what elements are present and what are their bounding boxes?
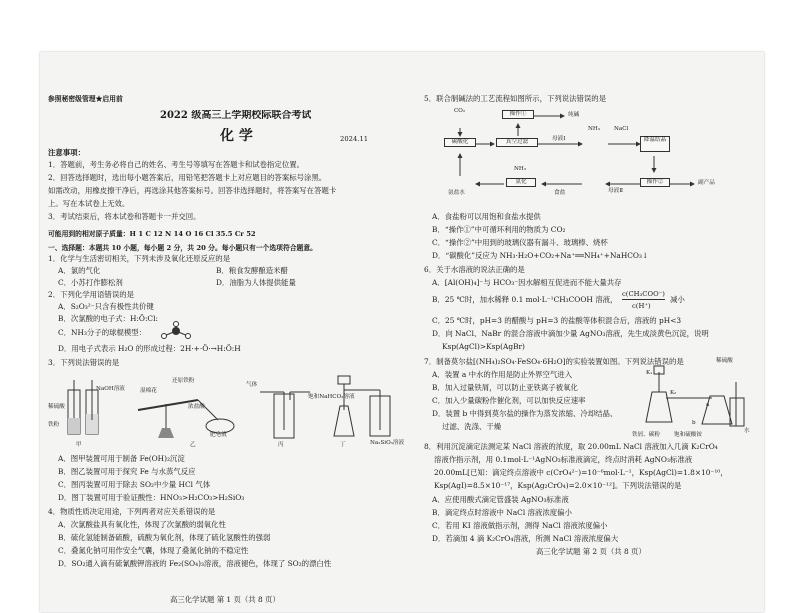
- option-c: C．25 ℃时，pH=3 的醋酸与 pH=3 的盐酸等体积混合后，溶液的 pH<3: [432, 316, 682, 325]
- exam-title: 2022 级高三上学期校际联合考试: [160, 110, 312, 121]
- exam-paper: [40, 52, 764, 612]
- option-a: A．食盐粉可以用饱和食盐水提供: [432, 212, 541, 221]
- flow-box-carbonize: 碳酸化: [444, 138, 476, 147]
- option-b: B．加入过量铁屑，可以防止亚铁离子被氧化: [432, 383, 578, 392]
- option-d: D．SO₂通入滴有硫氰酸钾溶液的 Fe₂(SO₄)₃溶液，溶液褪色，体现了 SO₂的漂白性: [58, 559, 332, 568]
- option-c: C．叠氮化钠可用作安全气囊，体现了叠氮化钠的不稳定性: [58, 546, 249, 555]
- option-b: B．滴定终点时溶液中 NaCl 溶液浓度偏小: [432, 508, 572, 517]
- nh3-ball-model-icon: [158, 322, 194, 340]
- option-a: A．装置 a 中水的作用是防止外界空气进入: [432, 370, 573, 379]
- secret-label: 参照秘密级管理★启用前: [48, 95, 123, 103]
- fig-label: 乙: [190, 442, 196, 448]
- flow-box-ammonia: 氨化: [506, 178, 536, 187]
- option-c: C．NH₃分子的球棍模型：: [58, 328, 147, 337]
- fig-label: NaOH溶液: [96, 386, 125, 392]
- option-c: C．若用 KI 溶液做指示剂，测得 NaCl 溶液浓度偏小: [432, 521, 608, 530]
- flow-box-op2: 操作②: [640, 178, 670, 187]
- option-d: D．装置 b 中得到莫尔盐的操作为蒸发浓缩、冷却结晶、: [432, 409, 618, 418]
- question-1: 1．化学与生活密切相关，下列未涉及氧化还原反应的是: [48, 254, 231, 263]
- option-b: B．25 ℃时，加水稀释 0.1 mol·L⁻¹CH₃COOH 溶液，: [432, 295, 618, 304]
- fig7-label: K₂: [670, 390, 677, 396]
- fraction-numerator: c(CH₃COO⁻): [622, 290, 665, 298]
- exam-date: 2024.11: [340, 135, 369, 143]
- flow-diagram-lines: [418, 104, 764, 208]
- flow-label: 母液Ⅰ: [552, 136, 566, 142]
- flow-label: NH₃: [588, 126, 601, 132]
- fig7-label: 水: [744, 428, 750, 434]
- option-b: B．粮食发酵酿造米醋: [216, 266, 288, 275]
- option-b-tail: 减小: [670, 295, 685, 304]
- fig-label: 铁粉: [48, 422, 60, 428]
- page-footer: 高三化学试题 第 1 页（共 8 页）: [170, 595, 280, 604]
- atomic-mass-line: 可能用到的相对原子质量：H 1 C 12 N 14 O 16 Cl 35.5 Cr 52: [48, 230, 256, 238]
- note-line: 1．答题前，考生务必将自己的姓名、考生号等填写在答题卡和试卷指定位置。: [48, 160, 304, 169]
- question-8-cont: Ksp(AgI)=8.5×10⁻¹⁷，Ksp(Ag₂CrO₄)=2.0×10⁻¹²]。下列说法错误的是: [434, 481, 682, 490]
- flow-label: 纯碱: [568, 112, 580, 118]
- page-2: [418, 52, 764, 612]
- option-a: A．应使用酸式滴定管盛装 AgNO₃标准液: [432, 495, 569, 504]
- option-a: A．次氯酸盐具有氧化性，体现了次氯酸的弱氧化性: [58, 520, 226, 529]
- option-d-cont: Ksp(AgCl)>Ksp(AgBr): [442, 342, 525, 351]
- option-a: A．S₂O₃²⁻只含有极性共价键: [58, 302, 154, 311]
- flow-label: NaCl: [614, 126, 629, 132]
- question-5: 5．联合制碱法的工艺流程如图所示，下列说法错误的是: [424, 94, 607, 103]
- notes-heading: 注意事项：: [48, 148, 85, 157]
- flow-box-filter: 真空过滤: [496, 138, 538, 147]
- question-2: 2．下列化学用语错误的是: [48, 290, 135, 299]
- option-c: C．小苏打作膨松剂: [58, 278, 123, 287]
- note-line: 2．回答选择题时，选出每小题答案后，用铅笔把答题卡上对应题目的答案标号涂黑。: [48, 173, 327, 182]
- page-footer: 高三化学试题 第 2 页（共 8 页）: [536, 547, 646, 556]
- question-8-cont: 20.00mL[已知：滴定终点溶液中 c(CrO₄²⁻)=10⁻⁶mol·L⁻¹，Ksp(AgCl)=1.8×10⁻¹⁰，: [434, 468, 728, 477]
- option-b: B．次氯酸的电子式：H:Ö:Cl:: [58, 314, 158, 323]
- option-b: B．图乙装置可用于探究 Fe 与水蒸气反应: [58, 467, 196, 476]
- question-6: 6．关于水溶液的说法正确的是: [424, 265, 525, 274]
- fig7-label: 稀硫酸: [716, 358, 733, 364]
- fig-label: 饱和NaHCO₃溶液: [308, 394, 355, 400]
- option-d: D．油脂为人体提供能量: [216, 278, 296, 287]
- flow-label: CO₂: [454, 108, 466, 114]
- fig7-label: b: [692, 420, 696, 426]
- note-line: 3．考试结束后，将本试卷和答题卡一并交回。: [48, 212, 201, 221]
- option-b: B．硫化氢能制备硫酸，硫酸为氧化剂，体现了硫化氢酸性的强弱: [58, 533, 271, 542]
- fig7-label: K₁: [646, 370, 653, 376]
- option-c: C．图丙装置可用于除去 SO₂中少量 HCl 气体: [58, 480, 211, 489]
- question-7: 7．制备莫尔盐[(NH₄)₂SO₄·FeSO₄·6H₂O]的实验装置如图。下列说法错误的是: [424, 357, 684, 366]
- flow-label: 氨盐水: [448, 190, 465, 196]
- fig7-label: a: [706, 402, 710, 408]
- question-3: 3．下列说法错误的是: [48, 358, 120, 367]
- fig-label: 湿棉花: [140, 388, 157, 394]
- section-heading: 一、选择题：本题共 10 小题，每小题 2 分，共 20 分。每小题只有一个选项符合题意。: [48, 244, 317, 252]
- subject-title: 化 学: [220, 128, 253, 144]
- option-c: C．“操作②”中用到的玻璃仪器有漏斗、玻璃棒、烧杯: [432, 238, 608, 247]
- fig-label: Na₂SiO₃溶液: [370, 440, 405, 446]
- option-d: D．向 NaCl、NaBr 的混合溶液中滴加少量 AgNO₃溶液，先生成淡黄色沉淀，说明: [432, 329, 709, 338]
- option-c: C．加入少量碳粉作催化剂，可以加快反应速率: [432, 396, 586, 405]
- fig-label: 甲: [76, 442, 82, 448]
- flow-box-op1: 操作①: [502, 110, 534, 119]
- note-line: 上。写在本试卷上无效。: [48, 199, 130, 208]
- flow-label: NH₃: [514, 166, 527, 172]
- fig-label: 还原铁粉: [172, 378, 195, 384]
- fig-label: 气体: [246, 382, 258, 388]
- option-d: D．若滴加 4 滴 K₂CrO₄溶液，所测 NaCl 溶液浓度偏大: [432, 534, 619, 543]
- question-8-cont: 溶液作指示剂，用 0.1mol·L⁻¹AgNO₃标准液滴定，终点时消耗 AgNO₃标准液: [434, 455, 693, 464]
- fig-label: 浓盐酸: [188, 404, 205, 410]
- flow-label: 副产品: [698, 180, 715, 186]
- fraction-denominator: c(H⁺): [632, 302, 651, 310]
- option-d-cont: 过滤、洗涤、干燥: [442, 422, 502, 431]
- option-a: A．图甲装置可用于制备 Fe(OH)₂沉淀: [58, 454, 185, 463]
- fig7-label: 铁屑、碳粉: [632, 432, 660, 438]
- fig-label: 丙: [278, 442, 284, 448]
- question-4: 4．物质性质决定用途，下列两者对应关系错误的是: [48, 507, 216, 516]
- option-a: A．[Al(OH)₄]⁻与 HCO₃⁻因水解相互促进而不能大量共存: [432, 278, 622, 287]
- option-d: D．图丁装置可用于验证酸性：HNO₃>H₂CO₃>H₂SiO₃: [58, 493, 245, 502]
- fig-label: 稀硫酸: [48, 404, 65, 410]
- option-a: A．氯的气化: [58, 266, 101, 275]
- option-d: D．“碳酸化”反应为 NH₃·H₂O+CO₂+Na⁺══NH₄⁺+NaHCO₃↓: [432, 251, 649, 260]
- fig7-label: 饱和硫酸铵: [674, 432, 702, 438]
- fig-label: 肥皂液: [210, 432, 227, 438]
- question-8: 8．利用沉淀滴定法测定某 NaCl 溶液的浓度，取 20.00mL NaCl 溶液加入几滴 K₂CrO₄: [424, 442, 718, 451]
- page-1: [40, 52, 410, 612]
- flow-label: 食盐: [554, 190, 566, 196]
- flow-box-cool: 降温结晶: [640, 136, 670, 152]
- option-d: D．用电子式表示 H₂O 的形成过程：2H·+·Ö·→H:Ö:H: [58, 344, 241, 353]
- option-b: B．“操作①”中可循环利用的物质为 CO₂: [432, 225, 566, 234]
- fig-label: 丁: [340, 442, 346, 448]
- note-line: 如需改动，用橡皮擦干净后，再选涂其他答案标号。回答非选择题时，将答案写在答题卡: [48, 186, 337, 195]
- flow-label: 母液Ⅱ: [608, 188, 623, 194]
